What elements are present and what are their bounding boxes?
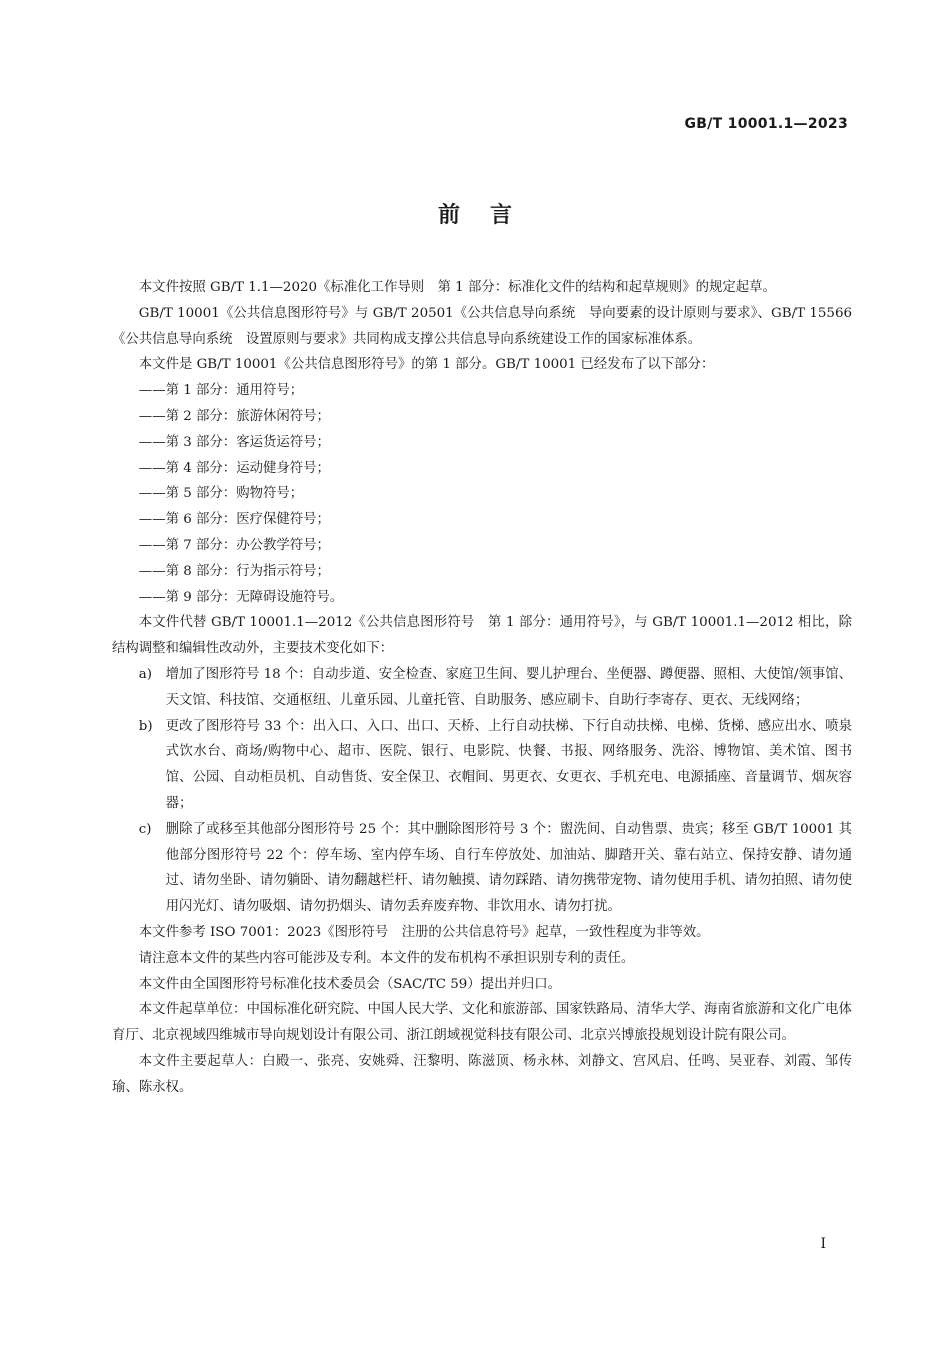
- drafters-paragraph: 本文件主要起草人：白殿一、张亮、安姚舜、汪黎明、陈滋顶、杨永林、刘静文、宫风启、任鸣、吴亚春、刘霞、邹传瑜、陈永权。: [112, 1053, 852, 1095]
- list-item-text: 更改了图形符号 33 个：出入口、入口、出口、天桥、上行自动扶梯、下行自动扶梯、电梯、货梯、感应出水、喷泉式饮水台、商场/购物中心、超市、医院、银行、电影院、快餐、书报、网络服务、洗浴、博物馆、美术馆、图书馆、公园、自动柜员机、自动售货、安全保卫、衣帽间、男更衣、女更衣、手机充电、电源插座、音量调节、烟灰容器；: [165, 718, 852, 811]
- page-number: I: [820, 1236, 826, 1252]
- list-item-text: 删除了或移至其他部分图形符号 25 个：其中删除图形符号 3 个：盥洗间、自动售票、贵宾；移至 GB/T 10001 其他部分图形符号 22 个：停车场、室内停车场、自行车停放处、加油站、脚踏开关、靠右站立、保持安静、请勿通过、请勿坐卧、请勿躺卧、请勿翻越栏杆、请勿触摸、请勿踩踏、请勿携带宠物、请勿使用手机、请勿拍照、请勿使用闪光灯、请勿吸烟、请勿扔烟头、请勿丢弃废弃物、非饮用水、请勿打扰。: [165, 821, 852, 915]
- part-label: 第 9 部分：无障碍设施符号。: [165, 589, 344, 605]
- list-item: [112, 481, 852, 507]
- list-item-text: 增加了图形符号 18 个：自动步道、安全检查、家庭卫生间、婴儿护理台、坐便器、蹲便器、照相、大使馆/领事馆、天文馆、科技馆、交通枢纽、儿童乐园、儿童托管、自助服务、感应刷卡、自助行李寄存、更衣、无线网络；: [165, 666, 852, 708]
- part-label: 第 5 部分：购物符号；: [165, 486, 304, 502]
- dash-mark: ——: [138, 460, 166, 476]
- list-marker: a): [138, 666, 153, 682]
- technical-changes-list: [112, 662, 852, 920]
- list-marker: c): [138, 821, 152, 837]
- list-item: [112, 378, 852, 404]
- part-label: 第 3 部分：客运货运符号；: [165, 434, 330, 450]
- dash-mark: ——: [138, 512, 166, 528]
- patent-notice-paragraph: 请注意本文件的某些内容可能涉及专利。本文件的发布机构不承担识别专利的责任。: [138, 950, 635, 966]
- list-item: [112, 430, 852, 456]
- list-item: [112, 585, 852, 611]
- dash-mark: ——: [138, 486, 166, 502]
- intro-paragraph-parts: 本文件是 GB/T 10001《公共信息图形符号》的第 1 部分。GB/T 10001 已经发布了以下部分：: [138, 357, 715, 373]
- part-label: 第 7 部分：办公教学符号；: [165, 537, 330, 553]
- list-item: [112, 507, 852, 533]
- document-body: [112, 275, 852, 1101]
- part-label: 第 4 部分：运动健身符号；: [165, 460, 330, 476]
- page-title: 前言: [437, 203, 542, 228]
- intro-paragraph-drafting-rules: 本文件按照 GB/T 1.1—2020《标准化工作导则 第 1 部分：标准化文件的结构和起草规则》的规定起草。: [138, 280, 776, 295]
- part-label: 第 2 部分：旅游休闲符号；: [165, 408, 330, 424]
- dash-mark: ——: [138, 563, 166, 579]
- drafting-units-paragraph: 本文件起草单位：中国标准化研究院、中国人民大学、文化和旅游部、国家铁路局、清华大学、海南省旅游和文化广电体育厅、北京视域四维城市导向规划设计有限公司、浙江朗域视觉科技有限公司、北京兴博旅投规划设计院有限公司。: [112, 1002, 852, 1044]
- dash-mark: ——: [138, 434, 166, 450]
- part-label: 第 8 部分：行为指示符号；: [165, 563, 330, 579]
- replacement-paragraph: 本文件代替 GB/T 10001.1—2012《公共信息图形符号 第 1 部分：通用符号》，与 GB/T 10001.1—2012 相比，除结构调整和编辑性改动外，主要技术变化如下：: [112, 615, 852, 657]
- dash-mark: ——: [138, 383, 166, 399]
- list-item: [112, 404, 852, 430]
- standard-code: GB/T 10001.1—2023: [684, 116, 848, 132]
- parts-list: [112, 378, 852, 610]
- part-label: 第 6 部分：医疗保健符号；: [165, 512, 330, 528]
- list-item: [112, 559, 852, 585]
- dash-mark: ——: [138, 589, 166, 605]
- committee-paragraph: 本文件由全国图形符号标准化技术委员会（SAC/TC 59）提出并归口。: [138, 976, 562, 992]
- iso-reference-paragraph: 本文件参考 ISO 7001：2023《图形符号 注册的公共信息符号》起草，一致性程度为非等效。: [138, 924, 710, 940]
- dash-mark: ——: [138, 408, 166, 424]
- dash-mark: ——: [138, 537, 166, 553]
- intro-paragraph-standard-system: GB/T 10001《公共信息图形符号》与 GB/T 20501《公共信息导向系统 导向要素的设计原则与要求》、GB/T 15566《公共信息导向系统 设置原则与要求》共同构成支撑公共信息导向系统建设工作的国家标准体系。: [112, 305, 852, 347]
- part-label: 第 1 部分：通用符号；: [165, 383, 304, 399]
- list-item: [112, 456, 852, 482]
- list-item: [112, 533, 852, 559]
- list-item: [112, 817, 852, 920]
- list-item: [112, 714, 852, 817]
- list-marker: b): [138, 718, 153, 734]
- list-item: [112, 662, 852, 714]
